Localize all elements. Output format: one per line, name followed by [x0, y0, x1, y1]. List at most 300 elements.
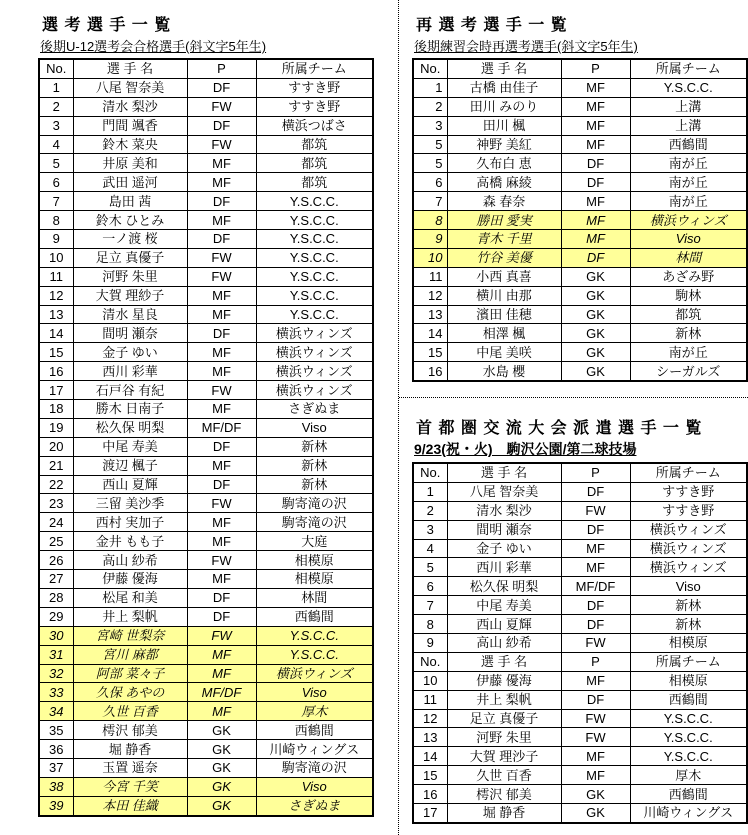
name-cell: 足立 真優子	[73, 248, 187, 267]
name-cell: 金子 ゆい	[447, 539, 561, 558]
pos-cell: GK	[561, 343, 630, 362]
no-cell: 15	[39, 343, 73, 362]
name-cell: 樗沢 郁美	[447, 785, 561, 804]
pos-cell: DF	[561, 690, 630, 709]
pos-cell: MF/DF	[187, 418, 256, 437]
vertical-page-break-dotted-line	[398, 0, 399, 835]
column-header: 所属チーム	[256, 59, 373, 78]
no-cell: 3	[413, 116, 447, 135]
no-cell: 3	[39, 116, 73, 135]
name-cell: 大賀 理紗子	[73, 286, 187, 305]
table-row	[413, 785, 747, 804]
team-cell: Y.S.C.C.	[256, 248, 373, 267]
name-cell: 高山 紗希	[447, 634, 561, 653]
team-cell: Y.S.C.C.	[630, 747, 747, 766]
reselection-list-subtitle: 後期練習会時再選考選手(斜文字5年生)	[414, 39, 638, 54]
team-cell: Y.S.C.C.	[256, 267, 373, 286]
team-cell: 駒寄滝の沢	[256, 758, 373, 777]
no-cell: 2	[413, 97, 447, 116]
name-cell: 井上 梨帆	[447, 690, 561, 709]
no-cell: 11	[413, 267, 447, 286]
pos-cell: MF	[561, 192, 630, 211]
name-cell: 神野 美紅	[447, 135, 561, 154]
dispatch-list-title: 首 都 圏 交 流 大 会 派 遣 選 手 一 覧	[416, 420, 703, 437]
no-cell: 14	[413, 747, 447, 766]
pos-cell: GK	[561, 267, 630, 286]
table-row	[413, 520, 747, 539]
column-header: No.	[413, 652, 447, 671]
pos-cell: GK	[187, 777, 256, 796]
team-cell: 横浜ウィンズ	[630, 539, 747, 558]
name-cell: 鈴木 菜央	[73, 135, 187, 154]
team-cell: 新林	[630, 324, 747, 343]
name-cell: 竹谷 美優	[447, 248, 561, 267]
table-row	[39, 248, 373, 267]
team-cell: 林間	[256, 588, 373, 607]
team-cell: 西鶴間	[256, 607, 373, 626]
no-cell: 10	[413, 248, 447, 267]
name-cell: 勝田 愛実	[447, 211, 561, 230]
pos-cell: MF	[187, 286, 256, 305]
table-row	[39, 456, 373, 475]
table-row	[413, 324, 747, 343]
table-row	[413, 286, 747, 305]
no-cell: 8	[39, 211, 73, 230]
table-row	[39, 683, 373, 702]
team-cell: 上溝	[630, 97, 747, 116]
name-cell: 久世 百香	[447, 766, 561, 785]
no-cell: 20	[39, 437, 73, 456]
name-cell: 伊藤 優海	[73, 570, 187, 589]
team-cell: さぎぬま	[256, 796, 373, 815]
pos-cell: GK	[561, 785, 630, 804]
column-header: P	[187, 59, 256, 78]
pos-cell: MF	[561, 230, 630, 249]
team-cell: Y.S.C.C.	[630, 709, 747, 728]
no-cell: 7	[39, 192, 73, 211]
name-cell: 門間 颯香	[73, 116, 187, 135]
name-cell: 久布白 恵	[447, 154, 561, 173]
name-cell: 樗沢 郁美	[73, 721, 187, 740]
name-cell: 間明 瀬奈	[447, 520, 561, 539]
no-cell: 5	[413, 558, 447, 577]
no-cell: 1	[39, 78, 73, 97]
team-cell: Y.S.C.C.	[256, 645, 373, 664]
team-cell: すすき野	[256, 97, 373, 116]
pos-cell: FW	[187, 135, 256, 154]
no-cell: 9	[413, 230, 447, 249]
name-cell: 金子 ゆい	[73, 343, 187, 362]
team-cell: 川崎ウィングス	[630, 804, 747, 823]
name-cell: 森 春奈	[447, 192, 561, 211]
team-cell: 横浜ウィンズ	[256, 343, 373, 362]
pos-cell: GK	[561, 804, 630, 823]
column-header: P	[561, 59, 630, 78]
table-row	[413, 634, 747, 653]
name-cell: 松久保 明梨	[73, 418, 187, 437]
no-cell: 10	[39, 248, 73, 267]
team-cell: 横浜ウィンズ	[256, 362, 373, 381]
pos-cell: MF	[561, 97, 630, 116]
no-cell: 23	[39, 494, 73, 513]
pos-cell: FW	[187, 626, 256, 645]
pos-cell: FW	[187, 267, 256, 286]
pos-cell: MF	[187, 645, 256, 664]
pos-cell: MF	[187, 664, 256, 683]
pos-cell: GK	[187, 740, 256, 759]
name-cell: 河野 朱里	[447, 728, 561, 747]
no-cell: 5	[413, 154, 447, 173]
no-cell: 16	[39, 362, 73, 381]
table-row	[39, 381, 373, 400]
pos-cell: DF	[187, 607, 256, 626]
pos-cell: MF	[561, 116, 630, 135]
pos-cell: FW	[561, 728, 630, 747]
team-cell: 上溝	[630, 116, 747, 135]
name-cell: 井上 梨帆	[73, 607, 187, 626]
name-cell: 井原 美和	[73, 154, 187, 173]
name-cell: 堀 静香	[447, 804, 561, 823]
table-row	[413, 305, 747, 324]
table-row	[413, 804, 747, 823]
pos-cell: MF	[561, 211, 630, 230]
pos-cell: DF	[187, 437, 256, 456]
dispatch-list-section	[412, 415, 748, 824]
team-cell: 都筑	[256, 135, 373, 154]
table-row	[39, 362, 373, 381]
pos-cell: GK	[187, 721, 256, 740]
pos-cell: FW	[561, 709, 630, 728]
selection-list-title: 選 考 選 手 一 覧	[42, 17, 172, 34]
team-cell: 西鶴間	[630, 690, 747, 709]
no-cell: 31	[39, 645, 73, 664]
pos-cell: MF	[561, 766, 630, 785]
column-header: P	[561, 463, 630, 482]
pos-cell: MF	[187, 343, 256, 362]
no-cell: 37	[39, 758, 73, 777]
pos-cell: DF	[187, 475, 256, 494]
column-header: 選 手 名	[447, 59, 561, 78]
name-cell: 中尾 寿美	[447, 596, 561, 615]
pos-cell: DF	[561, 615, 630, 634]
name-cell: 宮崎 世梨奈	[73, 626, 187, 645]
pos-cell: DF	[187, 324, 256, 343]
team-cell: 南が丘	[630, 192, 747, 211]
table-row	[413, 747, 747, 766]
team-cell: 都筑	[630, 305, 747, 324]
no-cell: 12	[413, 286, 447, 305]
name-cell: 三留 美沙季	[73, 494, 187, 513]
name-cell: 濱田 佳穂	[447, 305, 561, 324]
name-cell: 西川 彩華	[447, 558, 561, 577]
table-row	[413, 482, 747, 501]
pos-cell: MF	[187, 570, 256, 589]
name-cell: 清水 梨沙	[447, 501, 561, 520]
name-cell: 八尾 智奈美	[73, 78, 187, 97]
no-cell: 2	[413, 501, 447, 520]
table-row	[39, 513, 373, 532]
no-cell: 13	[413, 305, 447, 324]
no-cell: 39	[39, 796, 73, 815]
pos-cell: DF	[187, 192, 256, 211]
table-row	[39, 437, 373, 456]
team-cell: すすき野	[630, 482, 747, 501]
name-cell: 田川 楓	[447, 116, 561, 135]
selection-table	[38, 58, 374, 817]
table-row	[413, 135, 747, 154]
column-header: 選 手 名	[447, 463, 561, 482]
table-row	[39, 324, 373, 343]
pos-cell: MF	[561, 747, 630, 766]
pos-cell: GK	[187, 796, 256, 815]
pos-cell: GK	[561, 286, 630, 305]
column-header: 選 手 名	[73, 59, 187, 78]
table-row	[39, 551, 373, 570]
no-cell: 5	[39, 154, 73, 173]
team-cell: 横浜つばさ	[256, 116, 373, 135]
no-cell: 15	[413, 766, 447, 785]
column-header: 所属チーム	[630, 652, 747, 671]
table-row	[39, 173, 373, 192]
no-cell: 17	[413, 804, 447, 823]
no-cell: 29	[39, 607, 73, 626]
name-cell: 中尾 寿美	[73, 437, 187, 456]
column-header: P	[561, 652, 630, 671]
no-cell: 9	[39, 230, 73, 249]
table-row	[39, 230, 373, 249]
name-cell: 古橋 由佳子	[447, 78, 561, 97]
table-row	[39, 475, 373, 494]
pos-cell: FW	[187, 248, 256, 267]
table-row	[413, 211, 747, 230]
header-row	[413, 463, 747, 482]
team-cell: 横浜ウィンズ	[630, 558, 747, 577]
table-row	[39, 192, 373, 211]
team-cell: Y.S.C.C.	[256, 305, 373, 324]
team-cell: Viso	[630, 230, 747, 249]
team-cell: 西鶴間	[256, 721, 373, 740]
table-row	[413, 766, 747, 785]
table-row	[413, 690, 747, 709]
name-cell: 間明 瀬奈	[73, 324, 187, 343]
no-cell: 27	[39, 570, 73, 589]
team-cell: 厚木	[630, 766, 747, 785]
name-cell: 高橋 麻綾	[447, 173, 561, 192]
name-cell: 松久保 明梨	[447, 577, 561, 596]
no-cell: 25	[39, 532, 73, 551]
name-cell: 足立 真優子	[447, 709, 561, 728]
pos-cell: MF/DF	[187, 683, 256, 702]
name-cell: 阿部 菜々子	[73, 664, 187, 683]
no-cell: 19	[39, 418, 73, 437]
team-cell: 川崎ウィングス	[256, 740, 373, 759]
pos-cell: MF	[187, 211, 256, 230]
team-cell: Y.S.C.C.	[256, 192, 373, 211]
dispatch-table	[412, 462, 748, 824]
name-cell: 西山 夏輝	[73, 475, 187, 494]
pos-cell: DF	[561, 520, 630, 539]
team-cell: 西鶴間	[630, 135, 747, 154]
name-cell: 河野 朱里	[73, 267, 187, 286]
horizontal-page-break-dotted-line	[399, 397, 748, 398]
name-cell: 鈴木 ひとみ	[73, 211, 187, 230]
pos-cell: MF	[561, 671, 630, 690]
table-row	[39, 721, 373, 740]
team-cell: 西鶴間	[630, 785, 747, 804]
table-row	[39, 97, 373, 116]
pos-cell: FW	[561, 634, 630, 653]
team-cell: Y.S.C.C.	[256, 230, 373, 249]
no-cell: 38	[39, 777, 73, 796]
team-cell: 新林	[256, 437, 373, 456]
table-row	[39, 588, 373, 607]
table-row	[413, 596, 747, 615]
no-cell: 34	[39, 702, 73, 721]
no-cell: 30	[39, 626, 73, 645]
team-cell: 相模原	[630, 671, 747, 690]
table-row	[39, 664, 373, 683]
no-cell: 33	[39, 683, 73, 702]
pos-cell: MF	[561, 78, 630, 97]
no-cell: 21	[39, 456, 73, 475]
no-cell: 15	[413, 343, 447, 362]
no-cell: 10	[413, 671, 447, 690]
table-row	[413, 615, 747, 634]
reselection-list-section	[412, 12, 748, 382]
no-cell: 7	[413, 192, 447, 211]
pos-cell: MF	[561, 558, 630, 577]
table-row	[39, 343, 373, 362]
table-row	[39, 286, 373, 305]
team-cell: シーガルズ	[630, 362, 747, 381]
no-cell: 4	[39, 135, 73, 154]
table-row	[413, 577, 747, 596]
pos-cell: FW	[187, 97, 256, 116]
pos-cell: MF	[187, 305, 256, 324]
name-cell: 小西 真喜	[447, 267, 561, 286]
name-cell: 堀 静香	[73, 740, 187, 759]
pos-cell: MF	[187, 173, 256, 192]
name-cell: 本田 佳織	[73, 796, 187, 815]
column-header: 所属チーム	[630, 59, 747, 78]
table-row	[39, 305, 373, 324]
table-row	[39, 702, 373, 721]
no-cell: 6	[413, 173, 447, 192]
table-row	[413, 267, 747, 286]
table-row	[413, 97, 747, 116]
header-row	[413, 652, 747, 671]
no-cell: 12	[39, 286, 73, 305]
pos-cell: MF	[187, 362, 256, 381]
header-row	[39, 59, 373, 78]
table-row	[413, 501, 747, 520]
table-row	[413, 230, 747, 249]
table-row	[413, 343, 747, 362]
name-cell: 青木 千里	[447, 230, 561, 249]
no-cell: 1	[413, 78, 447, 97]
table-row	[413, 78, 747, 97]
table-row	[39, 796, 373, 815]
table-row	[413, 539, 747, 558]
no-cell: 32	[39, 664, 73, 683]
name-cell: 一ノ渡 桜	[73, 230, 187, 249]
team-cell: Viso	[256, 777, 373, 796]
dispatch-list-subtitle: 9/23(祝・火) 駒沢公園/第二球技場	[414, 441, 637, 457]
pos-cell: GK	[561, 305, 630, 324]
table-row	[39, 211, 373, 230]
pos-cell: FW	[187, 551, 256, 570]
team-cell: あざみ野	[630, 267, 747, 286]
table-row	[39, 532, 373, 551]
pos-cell: GK	[561, 324, 630, 343]
no-cell: 1	[413, 482, 447, 501]
table-row	[39, 607, 373, 626]
name-cell: 島田 茜	[73, 192, 187, 211]
name-cell: 西山 夏輝	[447, 615, 561, 634]
team-cell: 横浜ウィンズ	[256, 664, 373, 683]
team-cell: Y.S.C.C.	[256, 211, 373, 230]
table-row	[413, 154, 747, 173]
pos-cell: MF	[187, 513, 256, 532]
no-cell: 14	[39, 324, 73, 343]
table-row	[39, 645, 373, 664]
pos-cell: FW	[187, 494, 256, 513]
name-cell: 田川 みのり	[447, 97, 561, 116]
table-row	[39, 154, 373, 173]
no-cell: 7	[413, 596, 447, 615]
name-cell: 武田 遥河	[73, 173, 187, 192]
pos-cell: DF	[561, 154, 630, 173]
name-cell: 勝木 日南子	[73, 400, 187, 419]
no-cell: 6	[39, 173, 73, 192]
table-row	[39, 135, 373, 154]
table-row	[39, 418, 373, 437]
table-row	[413, 728, 747, 747]
column-header: No.	[413, 463, 447, 482]
column-header: No.	[413, 59, 447, 78]
name-cell: 高山 紗希	[73, 551, 187, 570]
team-cell: Viso	[630, 577, 747, 596]
pos-cell: DF	[561, 173, 630, 192]
no-cell: 13	[39, 305, 73, 324]
no-cell: 6	[413, 577, 447, 596]
team-cell: 大庭	[256, 532, 373, 551]
table-row	[413, 248, 747, 267]
team-cell: Y.S.C.C.	[630, 728, 747, 747]
table-row	[413, 671, 747, 690]
team-cell: 相模原	[256, 551, 373, 570]
no-cell: 2	[39, 97, 73, 116]
name-cell: 金井 もも子	[73, 532, 187, 551]
no-cell: 8	[413, 615, 447, 634]
reselection-table	[412, 58, 748, 382]
pos-cell: DF	[187, 230, 256, 249]
table-row	[413, 173, 747, 192]
table-row	[39, 116, 373, 135]
pos-cell: MF	[187, 456, 256, 475]
name-cell: 相澤 楓	[447, 324, 561, 343]
no-cell: 8	[413, 211, 447, 230]
team-cell: 厚木	[256, 702, 373, 721]
team-cell: 横浜ウィンズ	[256, 324, 373, 343]
team-cell: さぎぬま	[256, 400, 373, 419]
table-row	[39, 777, 373, 796]
name-cell: 今宮 千笑	[73, 777, 187, 796]
no-cell: 11	[413, 690, 447, 709]
team-cell: Viso	[256, 418, 373, 437]
name-cell: 玉置 遥奈	[73, 758, 187, 777]
name-cell: 水島 櫻	[447, 362, 561, 381]
